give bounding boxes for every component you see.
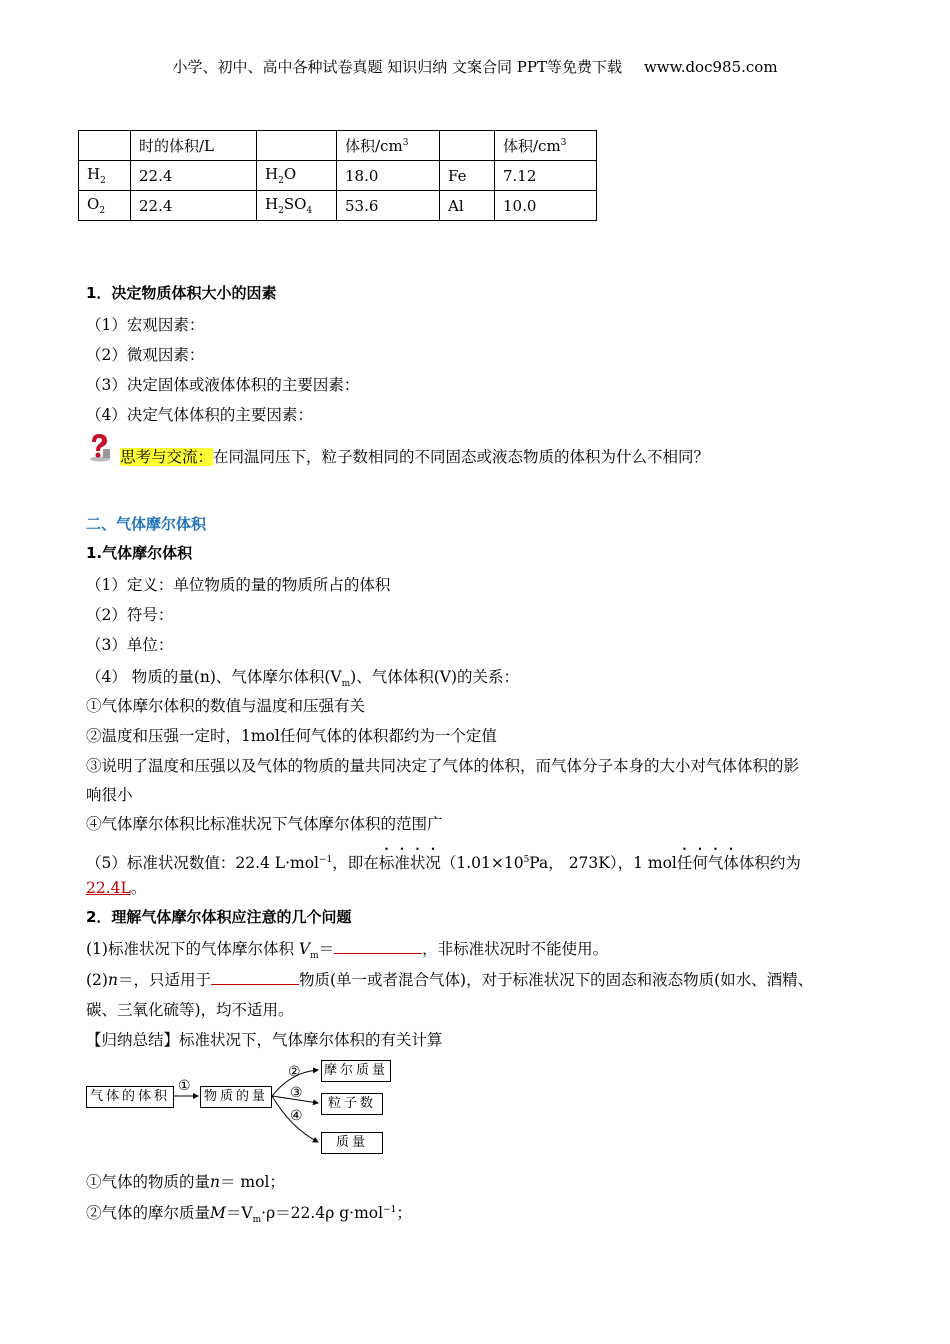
relation: （4） 物质的量(n)、气体摩尔体积$(V_m)$、气体体积(V)的关系： [86,668,519,690]
calculation-flowchart [86,1058,406,1158]
conclusion-2: ②温度和压强一定时，1mol任何气体的体积都约为一个定值 [86,727,497,745]
note-2: (2)n＝，只适用于 物质(单一或者混合气体)，对于标准状况下的固态和液态物质(如水、酒精、 [86,971,814,989]
standard-answer: 22.4L。 [86,879,147,897]
flow-amount: 物质的量 [200,1086,272,1108]
think-discuss [120,445,709,467]
think-text: 在同温同压下，粒子数相同的不同固态或液态物质的体积为什么不相同？ [213,448,710,466]
factor-solid-liquid: （3）决定固体或液体体积的主要因素： [86,376,360,394]
flow-particle-number: 粒子数 [321,1093,383,1115]
step-3: ③ [290,1085,303,1101]
conclusion-3: ③说明了温度和压强以及气体的物质的量共同决定了气体的体积，而气体分子本身的大小对气体体积的影 [86,757,800,775]
formula-2: ②气体的摩尔质量$M=V_m\cdot\rho=22.4\rho$ g·mol$^{-1}$； [86,1204,412,1226]
header-url: www.doc985.com [643,58,778,76]
table-row: $H_2$ 22.4 $H_2O$ 18.0 Fe 7.12 [79,161,597,191]
conclusion-3-cont: 响很小 [86,786,133,804]
answer-blank[interactable] [211,970,299,985]
factor-gas: （4）决定气体体积的主要因素： [86,406,313,424]
subsection-molar-volume: 1.气体摩尔体积 [86,544,193,562]
section-2-title: 二、气体摩尔体积 [86,515,207,533]
step-4: ④ [290,1108,303,1124]
step-1: ① [178,1078,191,1094]
factor-macro: （1）宏观因素： [86,316,205,334]
conclusion-1: ①气体摩尔体积的数值与温度和压强有关 [86,697,366,715]
summary-title: 【归纳总结】标准状况下，气体摩尔体积的有关计算 [86,1031,443,1049]
conclusion-4: ④气体摩尔体积比标准状况下气体摩尔体积的范围广 [86,815,443,833]
answer-blank[interactable] [334,939,422,954]
formula-1: ①气体的物质的量n＝ mol； [86,1173,285,1191]
think-label: 思考与交流： [120,448,214,466]
note-2-cont: 碳、三氧化硫等)，均不适用。 [86,1001,294,1019]
unit: （3）单位： [86,636,174,654]
flow-mass: 质量 [321,1132,383,1154]
symbol: （2）符号： [86,606,174,624]
flow-molar-mass: 摩尔质量 [321,1060,391,1082]
volume-table [78,130,597,221]
flow-gas-volume: 气体的体积 [86,1086,174,1108]
table-row: 时的体积/L 体积$/cm^3$ 体积$/cm^3$ [79,131,597,161]
question-mark-icon [86,432,112,462]
factor-micro: （2）微观因素： [86,346,205,364]
standard-condition: （5）标准状况数值：22.4 L·mol$^{-1}$，即在标准状况（$1.01\times 10^5Pa$， 273K），1 mol任何气体体积约为 [86,854,801,872]
table-row: $O_2$ 22.4 $H_2SO_4$ 53.6 Al 10.0 [79,191,597,221]
definition: （1）定义：单位物质的量的物质所占的体积 [86,576,391,594]
section-1-title: 1．决定物质体积大小的因素 [86,284,277,302]
step-2: ② [288,1064,301,1080]
note-1: (1)标准状况下的气体摩尔体积 $V_m=$ ，非标准状况时不能使用。 [86,940,609,962]
header-left: 小学、初中、高中各种试卷真题 知识归纳 文案合同 PPT等免费下载 [172,58,622,76]
page-header [0,56,950,77]
subsection-notes: 2．理解气体摩尔体积应注意的几个问题 [86,908,352,926]
